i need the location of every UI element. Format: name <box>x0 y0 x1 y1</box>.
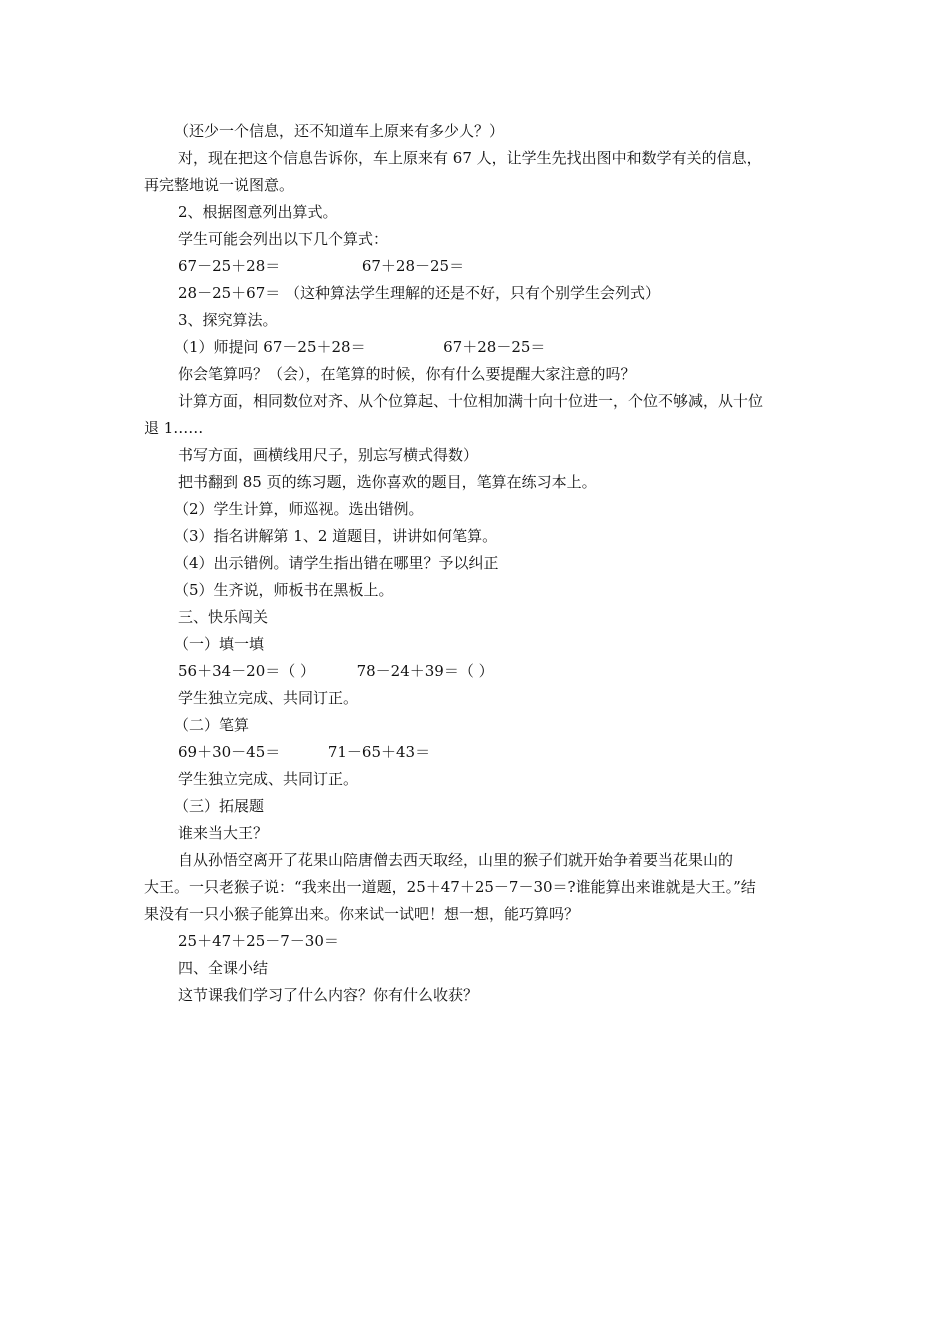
equation-line <box>178 256 464 276</box>
subsection-heading: （二）笔算 <box>174 716 250 734</box>
text-line: 把书翻到 85 页的练习题，选你喜欢的题目，笔算在练习本上。 <box>178 473 597 491</box>
equation: 78－24＋39＝（ ） <box>356 662 494 680</box>
text-line: （5）生齐说，师板书在黑板上。 <box>174 581 394 599</box>
text-line: 28－25＋67＝ （这种算法学生理解的还是不好，只有个别学生会列式） <box>178 284 661 302</box>
text-line: （还少一个信息，还不知道车上原来有多少人？） <box>174 122 505 140</box>
equation: 67＋28－25＝ <box>361 257 465 275</box>
text-line: 学生可能会列出以下几个算式： <box>178 230 389 248</box>
equation-line <box>174 337 545 357</box>
subsection-heading: （一）填一填 <box>174 635 265 653</box>
text-line: （3）指名讲解第 1、2 道题目，讲讲如何笔算。 <box>174 527 498 545</box>
equation: 56＋34－20＝（ ） <box>178 662 316 680</box>
text-line: 书写方面，画横线用尺子，别忘写横式得数） <box>178 446 479 464</box>
text-line: 自从孙悟空离开了花果山陪唐僧去西天取经，山里的猴子们就开始争着要当花果山的 <box>178 851 734 869</box>
text-line: 计算方面，相同数位对齐、从个位算起、十位相加满十向十位进一，个位不够减，从十位 <box>178 392 764 410</box>
section-heading: 三、快乐闯关 <box>178 608 269 626</box>
text-line: 退 1…… <box>144 419 204 437</box>
equation: 71－65＋43＝ <box>327 743 431 761</box>
text-line: （4）出示错例。请学生指出错在哪里？予以纠正 <box>174 554 499 572</box>
text-line: 这节课我们学习了什么内容？你有什么收获？ <box>178 986 479 1004</box>
text-line: 谁来当大王？ <box>178 824 269 842</box>
equation: 67＋28－25＝ <box>443 338 546 356</box>
text-line: 大王。一只老猴子说：“我来出一道题，25＋47＋25－7－30＝?谁能算出来谁就是大王。”结 <box>144 878 756 896</box>
text-segment: （1）师提问 67－25＋28＝ <box>174 338 366 356</box>
section-step-2: 2、根据图意列出算式。 <box>178 203 338 221</box>
text-line: 你会笔算吗？（会），在笔算的时候，你有什么要提醒大家注意的吗？ <box>178 365 636 383</box>
equation-line <box>178 742 430 762</box>
equation: 67－25＋28＝ <box>178 257 281 275</box>
text-line: （2）学生计算，师巡视。选出错例。 <box>174 500 424 518</box>
section-step-3: 3、探究算法。 <box>178 311 278 329</box>
equation: 69＋30－45＝ <box>178 743 281 761</box>
text-line: 果没有一只小猴子能算出来。你来试一试吧！想一想，能巧算吗？ <box>144 905 580 923</box>
subsection-heading: （三）拓展题 <box>174 797 265 815</box>
text-line: 学生独立完成、共同订正。 <box>178 770 359 788</box>
section-heading: 四、全课小结 <box>178 959 269 977</box>
text-line: 学生独立完成、共同订正。 <box>178 689 359 707</box>
text-line: 对，现在把这个信息告诉你，车上原来有 67 人，让学生先找出图中和数学有关的信息， <box>178 149 762 167</box>
equation: 25＋47＋25－7－30＝ <box>178 932 339 950</box>
text-line: 再完整地说一说图意。 <box>144 176 295 194</box>
equation-line <box>178 661 494 681</box>
